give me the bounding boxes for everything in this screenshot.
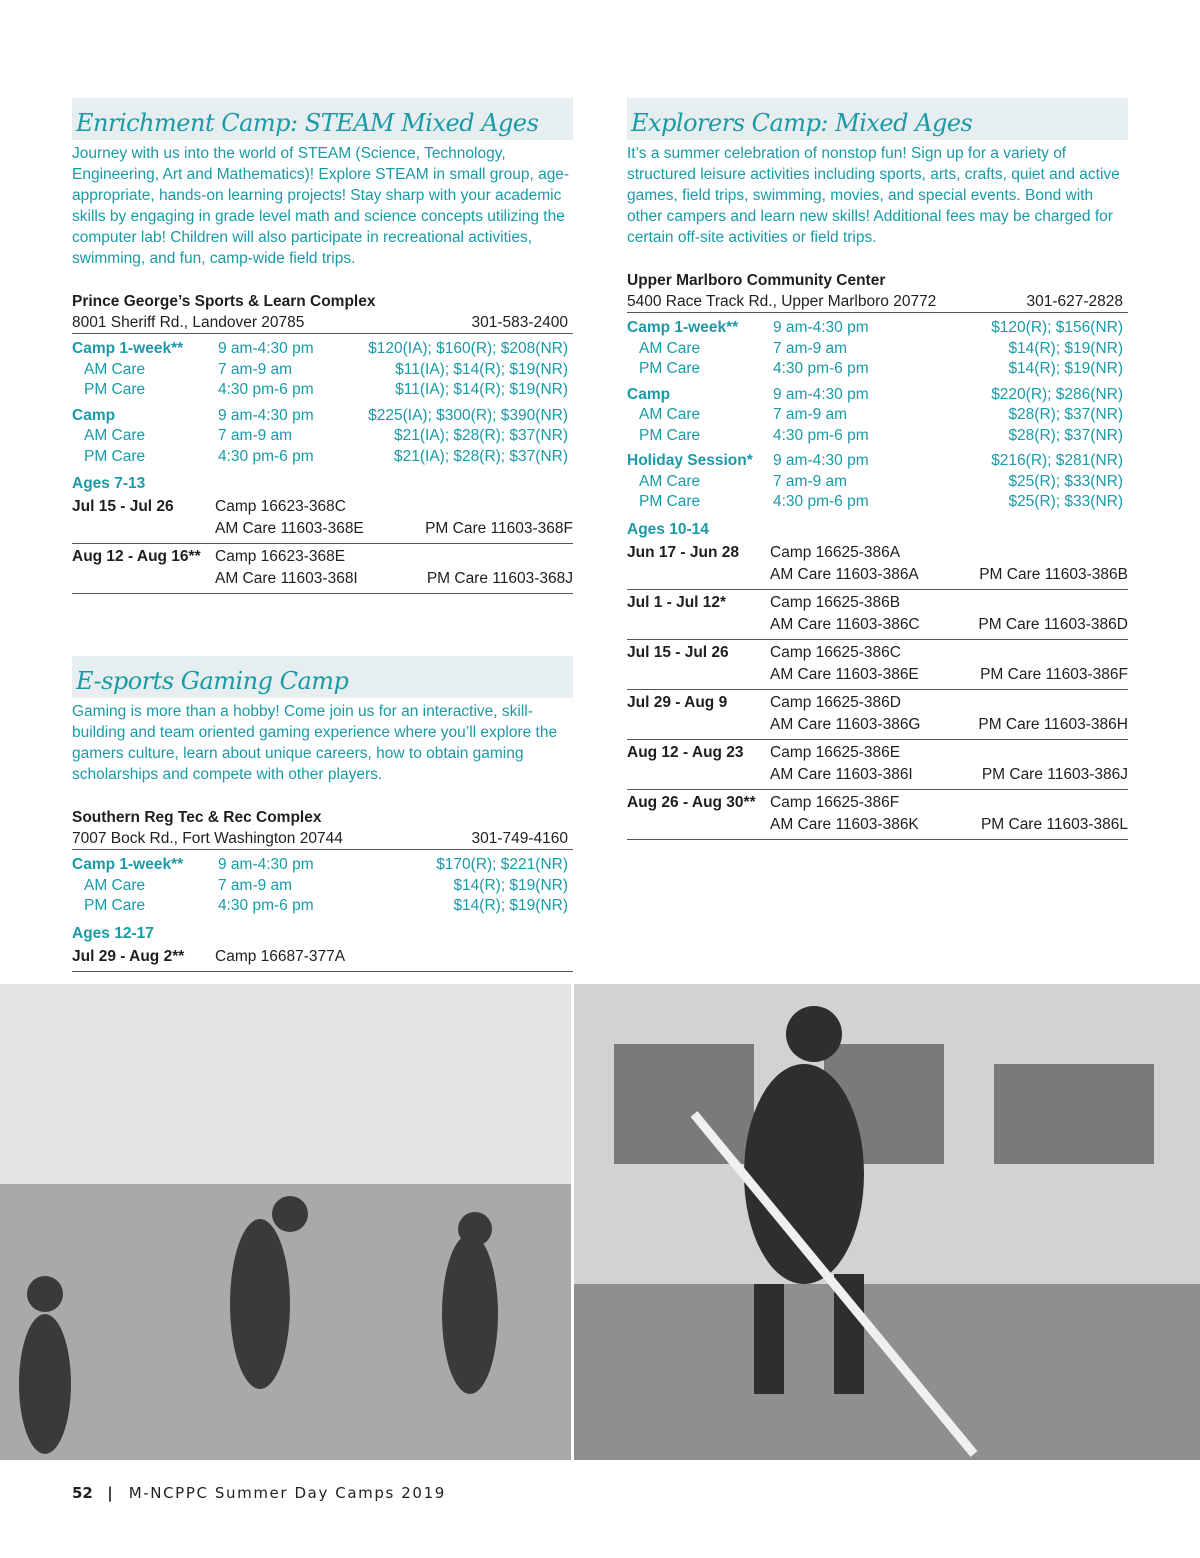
site-phone: 301-749-4160 [471, 830, 568, 847]
fee-label: AM Care [84, 427, 146, 444]
session-dates: Aug 26 - Aug 30** [627, 793, 756, 811]
fee-label: Camp [627, 385, 671, 403]
fee-group [627, 385, 1128, 447]
pm-care-code: PM Care 11603-386H [978, 715, 1128, 733]
fee-label: Camp [72, 406, 116, 424]
session-row [72, 944, 573, 972]
fee-label: Holiday Session* [627, 452, 753, 469]
session-dates: Jul 15 - Jul 26 [627, 643, 729, 661]
fee-row [627, 451, 1128, 472]
site-address: 8001 Sheriff Rd., Landover 20785 [72, 314, 305, 331]
fee-time: 9 am-4:30 pm [773, 319, 869, 336]
camp-code: Camp 16625-386F [770, 793, 900, 811]
pm-care-code: PM Care 11603-368F [425, 520, 573, 537]
fee-row [72, 339, 573, 360]
children-running-illustration [0, 984, 571, 1460]
fee-label: PM Care [84, 381, 146, 398]
section-heading-bar [72, 656, 573, 698]
fee-time: 7 am-9 am [773, 406, 848, 423]
care-codes [770, 764, 1128, 786]
hockey-girl-illustration [574, 984, 1200, 1460]
fee-time: 7 am-9 am [218, 876, 293, 894]
ages-label: Ages 10-14 [627, 520, 709, 538]
fee-label: AM Care [639, 339, 701, 357]
fee-row [72, 406, 573, 427]
session-row [627, 740, 1128, 790]
fee-row [72, 876, 573, 897]
fee-price: $25(R); $33(NR) [1008, 493, 1123, 510]
care-codes [770, 664, 1128, 686]
am-care-code: AM Care 11603-386A [770, 565, 919, 583]
pm-care-code: PM Care 11603-368J [426, 570, 573, 587]
site-address: 5400 Race Track Rd., Upper Marlboro 20772 [627, 293, 937, 310]
fee-group [72, 339, 573, 401]
fee-label: Camp 1-week** [72, 340, 184, 357]
session-codes [770, 742, 1128, 786]
session-dates: Jun 17 - Jun 28 [627, 543, 739, 561]
session-codes [770, 792, 1128, 836]
ages-label: Ages 7-13 [72, 475, 146, 492]
fee-label: PM Care [639, 426, 701, 444]
fee-time: 9 am-4:30 pm [218, 340, 314, 357]
camp-code: Camp 16623-368C [215, 498, 346, 515]
am-care-code: AM Care 11603-386C [770, 615, 920, 633]
fee-row [72, 855, 573, 876]
fee-price: $14(R); $19(NR) [453, 897, 568, 914]
fee-time: 7 am-9 am [773, 472, 848, 490]
am-care-code: AM Care 11603-368E [215, 520, 364, 537]
session-codes [770, 692, 1128, 736]
fee-label: PM Care [639, 493, 701, 510]
page-footer [72, 1484, 446, 1502]
fee-price: $25(R); $33(NR) [1008, 472, 1123, 490]
fee-price: $120(R); $156(NR) [991, 319, 1123, 336]
site-name: Upper Marlboro Community Center [627, 272, 886, 289]
camp-code: Camp 16687-377A [215, 947, 346, 965]
session-row [72, 544, 573, 594]
camp-code: Camp 16623-368E [215, 548, 346, 565]
fee-price: $225(IA); $300(R); $390(NR) [368, 406, 568, 424]
am-care-code: AM Care 11603-386G [770, 715, 921, 733]
fee-label: PM Care [84, 447, 146, 465]
section-title: Enrichment Camp: STEAM Mixed Ages [76, 109, 539, 137]
session-dates: Aug 12 - Aug 23 [627, 743, 744, 761]
fee-time: 9 am-4:30 pm [773, 452, 869, 469]
fee-time: 4:30 pm-6 pm [218, 447, 314, 465]
left-column [72, 98, 573, 972]
fee-time: 4:30 pm-6 pm [773, 426, 869, 444]
site-address-line [72, 312, 573, 334]
session-codes [215, 546, 573, 590]
session-codes [215, 946, 573, 968]
section-title: Explorers Camp: Mixed Ages [631, 109, 973, 137]
site-phone: 301-583-2400 [471, 314, 568, 331]
session-row [627, 540, 1128, 590]
fee-time: 9 am-4:30 pm [218, 856, 314, 873]
section-description: Journey with us into the world of STEAM (Science, Technology, Engineering, Art and Mathematics)! Explore STEAM in small group, age-appropriate, hands-on learning projects! Stay sharp with your academic skills by engaging in grade level math and science concepts utilizing the computer lab! Children will also participate in recreational activities, swimming, and fun, camp-wide field trips. [72, 145, 570, 267]
camp-code: Camp 16625-386D [770, 693, 901, 711]
fee-row [627, 472, 1128, 493]
fee-label: AM Care [84, 360, 146, 378]
fee-group [72, 855, 573, 917]
session-codes [770, 592, 1128, 636]
camp-code: Camp 16625-386B [770, 593, 901, 611]
fee-price: $170(R); $221(NR) [436, 856, 568, 873]
am-care-code: AM Care 11603-386K [770, 815, 919, 833]
fee-label: AM Care [84, 876, 146, 894]
site-phone: 301-627-2828 [1026, 293, 1123, 310]
fee-row [627, 318, 1128, 339]
fee-label: AM Care [639, 472, 701, 490]
fee-row [72, 380, 573, 401]
fee-label: PM Care [639, 360, 701, 377]
ages-label: Ages 12-17 [72, 924, 154, 942]
am-care-code: AM Care 11603-386I [770, 765, 913, 783]
section-description: It’s a summer celebration of nonstop fun! Sign up for a variety of structured leisure activities including sports, arts, crafts, quiet and active games, field trips, swimming, movies, and special events. Bond with other campers and learn new skills! Additional fees may be charged for certain off-site activities or field trips. [627, 145, 1120, 246]
pm-care-code: PM Care 11603-386J [981, 765, 1128, 783]
section-heading-bar [627, 98, 1128, 140]
fee-time: 9 am-4:30 pm [218, 406, 314, 424]
fee-time: 4:30 pm-6 pm [218, 381, 314, 398]
site-name: Southern Reg Tec & Rec Complex [72, 809, 322, 826]
camp-code: Camp 16625-386C [770, 643, 901, 661]
site-address: 7007 Bock Rd., Fort Washington 20744 [72, 830, 343, 847]
pm-care-code: PM Care 11603-386B [979, 565, 1128, 583]
fee-row [72, 447, 573, 468]
fee-time: 9 am-4:30 pm [773, 385, 869, 403]
fee-row [627, 339, 1128, 360]
fee-row [72, 896, 573, 917]
hockey-girl-photo [574, 984, 1200, 1460]
fee-price: $28(R); $37(NR) [1008, 426, 1123, 444]
photo-strip [0, 984, 1200, 1460]
am-care-code: AM Care 11603-368I [215, 570, 358, 587]
fee-row [627, 385, 1128, 406]
session-codes [770, 542, 1128, 586]
site-address-line [72, 828, 573, 850]
fee-row [72, 426, 573, 447]
fee-price: $21(IA); $28(R); $37(NR) [393, 427, 568, 444]
am-care-code: AM Care 11603-386E [770, 665, 919, 683]
fee-label: AM Care [639, 406, 701, 423]
session-codes [215, 496, 573, 540]
care-codes [770, 714, 1128, 736]
session-dates: Jul 29 - Aug 2** [72, 947, 185, 965]
care-codes [770, 564, 1128, 586]
right-column [627, 98, 1128, 840]
fee-label: PM Care [84, 897, 146, 914]
fee-time: 4:30 pm-6 pm [773, 360, 869, 377]
care-codes [770, 814, 1128, 836]
fee-price: $216(R); $281(NR) [991, 452, 1123, 469]
session-dates: Jul 1 - Jul 12* [627, 593, 727, 611]
site-name: Prince George’s Sports & Learn Complex [72, 293, 376, 310]
page-number: 52 [72, 1484, 93, 1502]
camp-code: Camp 16625-386A [770, 543, 901, 561]
publication-title: M-NCPPC Summer Day Camps 2019 [128, 1484, 446, 1502]
fee-row [627, 359, 1128, 380]
session-dates: Jul 29 - Aug 9 [627, 693, 728, 711]
section-description: Gaming is more than a hobby! Come join us for an interactive, skill-building and team oriented gaming experience where you’ll explore the gamers culture, learn about unique careers, how to obtain gaming scholarships and compete with other players. [72, 703, 558, 783]
fee-row [627, 426, 1128, 447]
session-dates: Jul 15 - Jul 26 [72, 498, 174, 515]
pm-care-code: PM Care 11603-386L [980, 815, 1128, 833]
fee-price: $28(R); $37(NR) [1008, 406, 1123, 423]
session-codes [770, 642, 1128, 686]
session-dates: Aug 12 - Aug 16** [72, 548, 201, 565]
care-codes [215, 568, 573, 590]
care-codes [770, 614, 1128, 636]
site-address-line [627, 291, 1128, 313]
esports-camp-section [72, 656, 573, 972]
fee-price: $11(IA); $14(R); $19(NR) [395, 381, 568, 398]
footer-separator: | [107, 1484, 115, 1502]
fee-label: Camp 1-week** [627, 319, 739, 336]
fee-price: $120(IA); $160(R); $208(NR) [368, 340, 568, 357]
explorers-camp-section [627, 98, 1128, 840]
section-title: E-sports Gaming Camp [76, 667, 349, 695]
session-row [627, 640, 1128, 690]
section-heading-bar [72, 98, 573, 140]
fee-group [72, 406, 573, 468]
enrichment-camp-section [72, 98, 573, 594]
session-row [627, 690, 1128, 740]
fee-price: $14(R); $19(NR) [1008, 360, 1123, 377]
fee-row [627, 492, 1128, 513]
fee-price: $220(R); $286(NR) [991, 385, 1123, 403]
fee-time: 4:30 pm-6 pm [218, 897, 314, 914]
fee-time: 7 am-9 am [218, 360, 293, 378]
fee-label: Camp 1-week** [72, 856, 184, 873]
fee-price: $14(R); $19(NR) [1008, 339, 1123, 357]
camp-code: Camp 16625-386E [770, 743, 901, 761]
fee-group [627, 318, 1128, 380]
fee-group [627, 451, 1128, 513]
fee-price: $11(IA); $14(R); $19(NR) [395, 360, 568, 378]
session-row [72, 494, 573, 544]
fee-time: 7 am-9 am [218, 427, 293, 444]
fee-time: 4:30 pm-6 pm [773, 493, 869, 510]
care-codes [215, 518, 573, 540]
fee-time: 7 am-9 am [773, 339, 848, 357]
pm-care-code: PM Care 11603-386F [980, 665, 1128, 683]
fee-price: $14(R); $19(NR) [453, 876, 568, 894]
session-row [627, 790, 1128, 840]
fee-row [627, 405, 1128, 426]
fee-row [72, 360, 573, 381]
children-running-photo [0, 984, 571, 1460]
session-row [627, 590, 1128, 640]
pm-care-code: PM Care 11603-386D [978, 615, 1128, 633]
fee-price: $21(IA); $28(R); $37(NR) [393, 447, 568, 465]
